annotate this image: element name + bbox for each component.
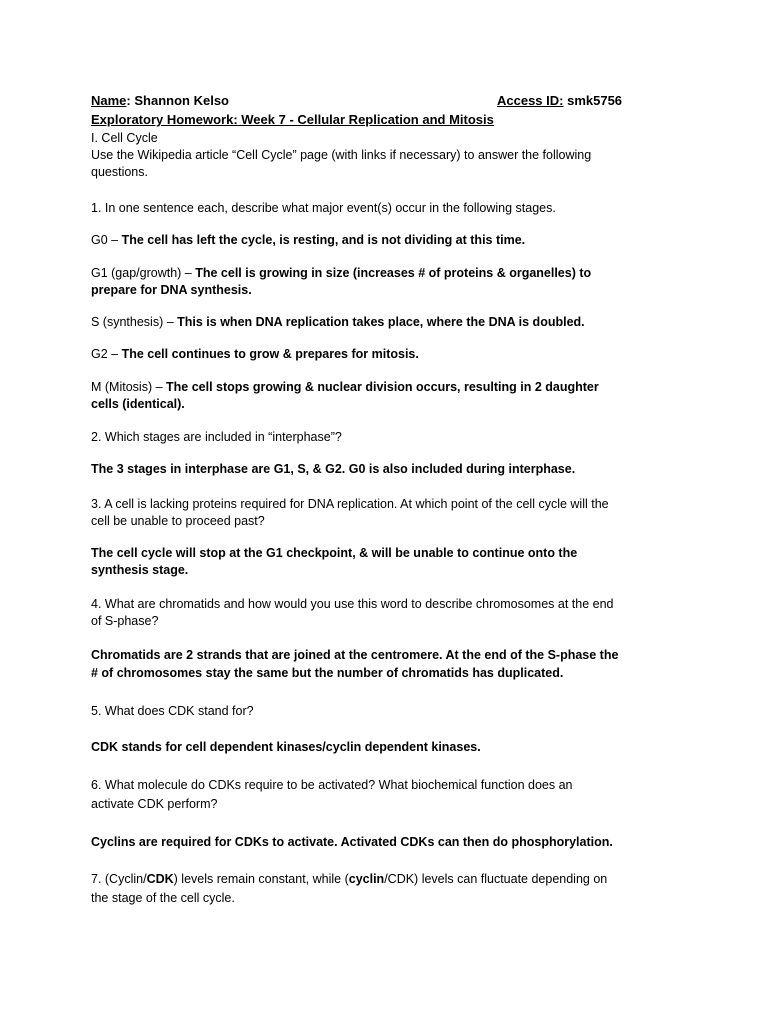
answer-g2 — [91, 346, 419, 363]
stage-label-s: S (synthesis) – — [91, 315, 178, 329]
question-4: 4. What are chromatids and how would you use this word to describe chromosomes at the end — [91, 597, 614, 611]
q7-answer-cyclin: cyclin — [348, 872, 385, 886]
access-id-label: Access ID: — [497, 93, 564, 108]
question-5: 5. What does CDK stand for? — [91, 704, 254, 718]
question-7-cont: the stage of the cell cycle. — [91, 891, 235, 905]
stage-label-g0: G0 – — [91, 233, 122, 247]
answer-2: The 3 stages in interphase are G1, S, & G2. G0 is also included during interphase. — [91, 462, 576, 476]
assignment-label: Exploratory Homework: — [91, 112, 238, 127]
access-id-line — [497, 92, 622, 109]
instruction-line-2: questions. — [91, 165, 148, 179]
name-label: Name — [91, 93, 127, 108]
name-separator: : — [126, 93, 135, 108]
student-name: Shannon Kelso — [134, 93, 229, 108]
question-2: 2. Which stages are included in “interphase”? — [91, 430, 342, 444]
q7-text-c: ) levels remain constant, while ( — [173, 872, 349, 886]
question-4-cont: of S-phase? — [91, 614, 159, 628]
assignment-topic: Week 7 - Cellular Replication and Mitosis — [237, 112, 494, 127]
section-heading: I. Cell Cycle — [91, 131, 158, 145]
question-3: 3. A cell is lacking proteins required for DNA replication. At which point of the cell cycle will the — [91, 497, 609, 511]
answer-m-cont: cells (identical). — [91, 397, 185, 411]
question-7 — [91, 871, 607, 888]
answer-3-cont: synthesis stage. — [91, 563, 189, 577]
answer-g1 — [91, 265, 591, 282]
answer-text-g0: The cell has left the cycle, is resting, and is not dividing at this time. — [121, 233, 526, 247]
answer-4-cont: # of chromosomes stay the same but the number of chromatids has duplicated. — [91, 666, 564, 680]
stage-label-g1: G1 (gap/growth) – — [91, 266, 196, 280]
question-6: 6. What molecule do CDKs require to be activated? What biochemical function does an — [91, 778, 573, 792]
answer-text-s: This is when DNA replication takes place, where the DNA is doubled. — [177, 315, 585, 329]
q7-text-e: /CDK) levels can fluctuate depending on — [384, 872, 608, 886]
question-3-cont: cell be unable to proceed past? — [91, 514, 265, 528]
answer-g0 — [91, 232, 525, 249]
answer-3: The cell cycle will stop at the G1 checkpoint, & will be unable to continue onto the — [91, 546, 578, 560]
answer-text-m: The cell stops growing & nuclear division occurs, resulting in 2 daughter — [166, 380, 599, 394]
stage-label-g2: G2 – — [91, 347, 122, 361]
answer-5: CDK stands for cell dependent kinases/cyclin dependent kinases. — [91, 740, 481, 754]
answer-4: Chromatids are 2 strands that are joined at the centromere. At the end of the S-phase the — [91, 648, 619, 662]
question-1: 1. In one sentence each, describe what major event(s) occur in the following stages. — [91, 201, 556, 215]
answer-text-g2: The cell continues to grow & prepares for mitosis. — [121, 347, 419, 361]
assignment-title — [91, 111, 494, 128]
instruction-line-1: Use the Wikipedia article “Cell Cycle” page (with links if necessary) to answer the following — [91, 148, 592, 162]
question-6-cont: activate CDK perform? — [91, 797, 218, 811]
stage-label-m: M (Mitosis) – — [91, 380, 166, 394]
answer-g1-cont: prepare for DNA synthesis. — [91, 283, 252, 297]
q7-text-a: 7. (Cyclin/ — [91, 872, 147, 886]
answer-m — [91, 379, 599, 396]
q7-answer-cdk: CDK — [146, 872, 174, 886]
name-line — [91, 92, 229, 109]
access-id-value: smk5756 — [563, 93, 623, 108]
answer-text-g1: The cell is growing in size (increases # of proteins & organelles) to — [195, 266, 592, 280]
answer-s — [91, 314, 585, 331]
answer-6: Cyclins are required for CDKs to activate. Activated CDKs can then do phosphorylation. — [91, 835, 613, 849]
